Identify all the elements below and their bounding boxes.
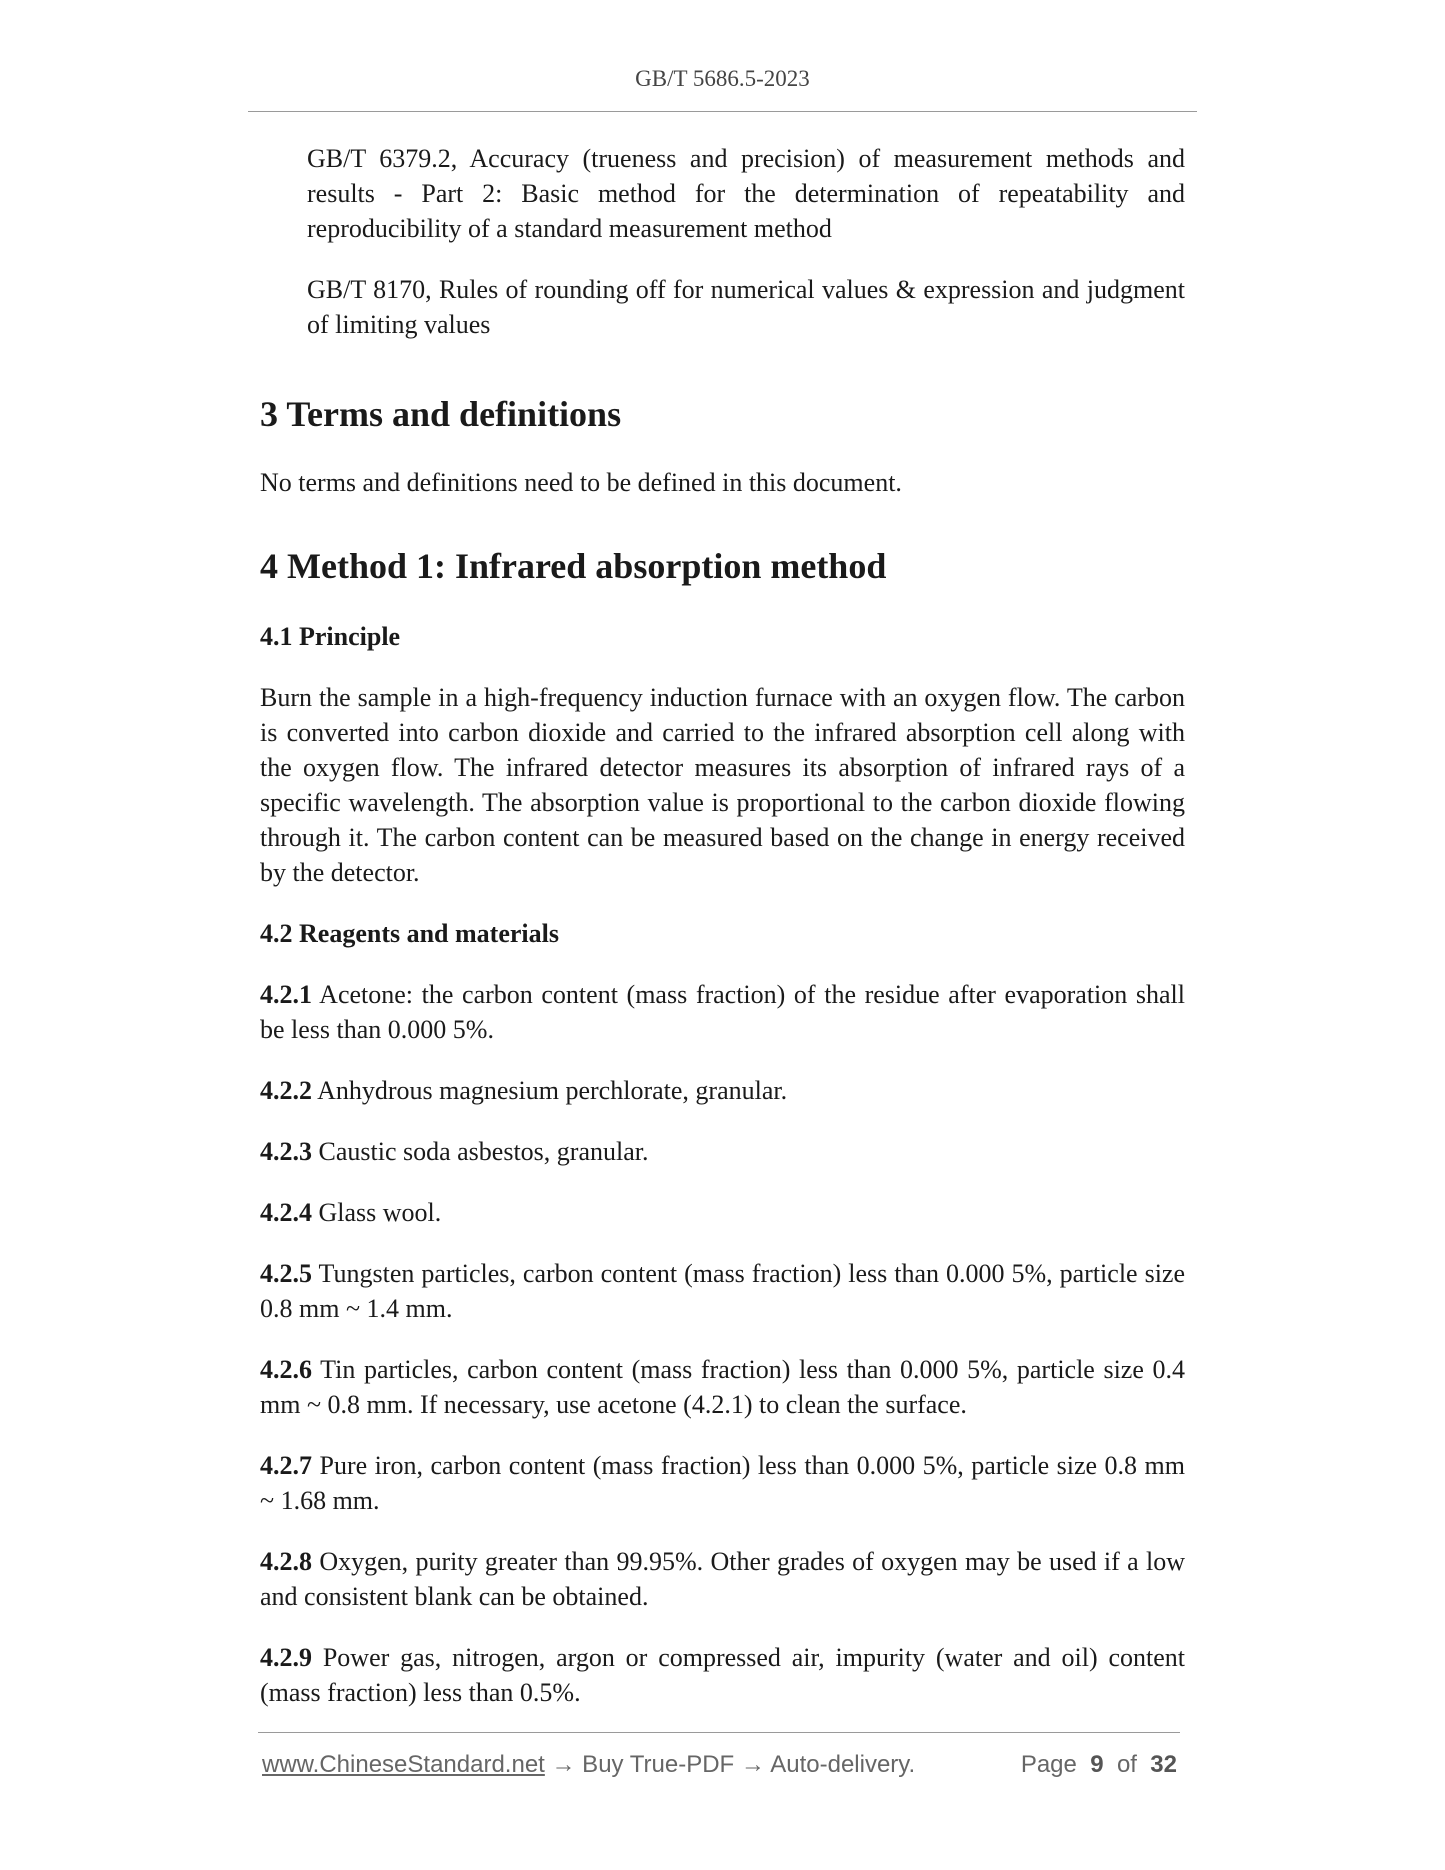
footer-divider bbox=[258, 1732, 1180, 1733]
page-label: Page bbox=[1020, 1751, 1077, 1778]
subsection-heading-reagents: 4.2 Reagents and materials bbox=[260, 919, 559, 948]
normative-reference: GB/T 6379.2, Accuracy (trueness and precision) of measurement methods and results - Part 2: Basic method for the determination of repeatability and reproducibility of a standard measurement method bbox=[307, 144, 1185, 243]
reagent-text: Tungsten particles, carbon content (mass fraction) less than 0.000 5%, particle size 0.8 mm ~ 1.4 mm. bbox=[260, 1259, 1185, 1323]
subsection-heading-principle: 4.1 Principle bbox=[260, 622, 401, 651]
reagent-text: Pure iron, carbon content (mass fraction) less than 0.000 5%, particle size 0.8 mm ~ 1.68 mm. bbox=[260, 1451, 1185, 1515]
reagent-item bbox=[260, 1640, 1185, 1710]
reagent-item bbox=[260, 1448, 1185, 1518]
reagent-text: Glass wool. bbox=[312, 1198, 442, 1227]
reagent-item bbox=[260, 1073, 1185, 1108]
reagent-number: 4.2.4 bbox=[260, 1198, 312, 1227]
normative-reference: GB/T 8170, Rules of rounding off for numerical values & expression and judgment of limiting values bbox=[307, 275, 1185, 339]
principle-paragraph: Burn the sample in a high-frequency induction furnace with an oxygen flow. The carbon is converted into carbon dioxide and carried to the infrared absorption cell along with the oxygen flow. The infrared detector measures its absorption of infrared rays of a specific wavelength. The absorption value is proportional to the carbon dioxide flowing through it. The carbon content can be measured based on the change in energy received by the detector. bbox=[260, 683, 1185, 887]
of-label: of bbox=[1116, 1751, 1137, 1778]
terms-paragraph: No terms and definitions need to be defined in this document. bbox=[260, 468, 902, 497]
reagent-item bbox=[260, 1352, 1185, 1422]
reagent-text: Tin particles, carbon content (mass fraction) less than 0.000 5%, particle size 0.4 mm ~ 0.8 mm. If necessary, use acetone (4.2.1) to clean the surface. bbox=[260, 1355, 1185, 1419]
reagent-item bbox=[260, 1256, 1185, 1326]
page-footer bbox=[262, 1751, 1177, 1779]
website-link[interactable]: www.ChineseStandard.net bbox=[262, 1751, 545, 1778]
reagent-number: 4.2.7 bbox=[260, 1451, 312, 1480]
reagent-number: 4.2.8 bbox=[260, 1547, 312, 1576]
reagent-text: Power gas, nitrogen, argon or compressed air, impurity (water and oil) content (mass fraction) less than 0.5%. bbox=[260, 1643, 1185, 1707]
reagent-item bbox=[260, 977, 1185, 1047]
reagent-number: 4.2.2 bbox=[260, 1076, 312, 1105]
page-number: 9 bbox=[1090, 1751, 1104, 1778]
section-heading-terms: 3 Terms and definitions bbox=[260, 394, 622, 434]
reagent-item bbox=[260, 1544, 1185, 1614]
reagent-item bbox=[260, 1134, 1185, 1169]
document-header-title: GB/T 5686.5-2023 bbox=[635, 66, 810, 91]
footer-tagline: → Buy True-PDF → Auto-delivery. bbox=[544, 1751, 916, 1778]
reagent-item bbox=[260, 1195, 1185, 1230]
page-indicator bbox=[1021, 1751, 1177, 1779]
reagent-number: 4.2.6 bbox=[260, 1355, 312, 1384]
document-body bbox=[260, 141, 1185, 1710]
reagent-text: Anhydrous magnesium perchlorate, granular. bbox=[312, 1076, 788, 1105]
reagent-text: Oxygen, purity greater than 99.95%. Other grades of oxygen may be used if a low and consistent blank can be obtained. bbox=[260, 1547, 1185, 1611]
reagent-number: 4.2.9 bbox=[260, 1643, 312, 1672]
reagent-text: Caustic soda asbestos, granular. bbox=[312, 1137, 649, 1166]
header-divider bbox=[248, 111, 1197, 112]
page-total: 32 bbox=[1150, 1751, 1177, 1778]
reagent-number: 4.2.1 bbox=[260, 980, 312, 1009]
reagent-number: 4.2.5 bbox=[260, 1259, 312, 1288]
reagent-text: Acetone: the carbon content (mass fraction) of the residue after evaporation shall be less than 0.000 5%. bbox=[260, 980, 1185, 1044]
section-heading-method: 4 Method 1: Infrared absorption method bbox=[260, 546, 887, 586]
reagent-number: 4.2.3 bbox=[260, 1137, 312, 1166]
